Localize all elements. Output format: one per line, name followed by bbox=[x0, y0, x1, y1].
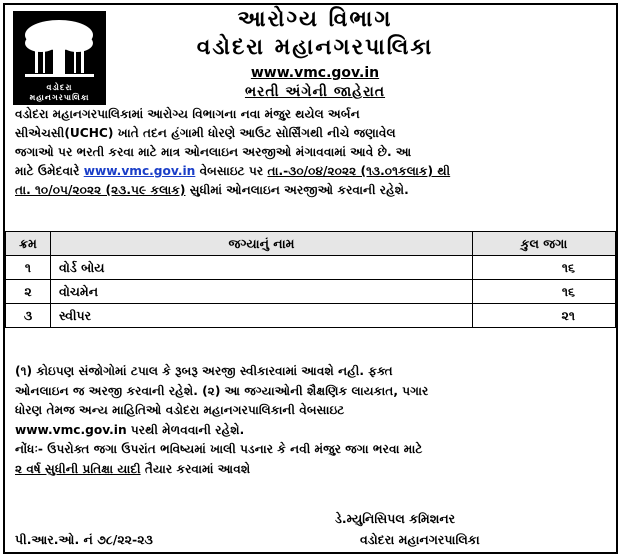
table-row bbox=[6, 304, 616, 328]
header-serial: ક્રમ bbox=[6, 232, 51, 256]
notes-line: ઓનલાઇન જ અરજી કરવાની રહેશે. (૨) આ જગ્યાઓની શૈક્ષણિક લાયકાત, પગાર bbox=[15, 383, 429, 398]
row-total-posts: ૧૬ bbox=[473, 256, 616, 280]
intro-line: જગાઓ પર ભરતી કરવા માટે માત્ર ઓનલાઇન અરજીઓ મંગાવવામાં આવે છે. આ bbox=[15, 145, 412, 159]
notes-line bbox=[15, 460, 607, 480]
header-post-name: જગ્યાનું નામ bbox=[51, 232, 473, 256]
row-serial: ૧ bbox=[6, 256, 51, 280]
start-date: તા.-૩૦/૦૪/૨૦૨૨ (૧૩.૦૧કલાક) થી bbox=[267, 164, 451, 178]
website-link[interactable]: www.vmc.gov.in bbox=[250, 65, 380, 81]
row-serial: ૩ bbox=[6, 304, 51, 328]
intro-text: સુધીમાં ઓનલાઇન અરજીઓ કરવાની રહેશે. bbox=[185, 183, 409, 197]
notes-line: www.vmc.gov.in પરથી મેળવવાની રહેશે. bbox=[15, 422, 245, 437]
intro-text: વેબસાઇટ પર bbox=[195, 164, 268, 178]
row-total-posts: ૧૬ bbox=[473, 280, 616, 304]
header-total-posts: કુલ જગા bbox=[473, 232, 616, 256]
table-row bbox=[6, 280, 616, 304]
pro-number: પી.આર.ઓ. નં ૭૮/૨૨-૨૩ bbox=[15, 532, 153, 547]
table-header-row bbox=[6, 232, 616, 256]
row-total-posts: ૨૧ bbox=[473, 304, 616, 328]
signer-title: ડે.મ્યુનિસિપલ કમિશનર bbox=[335, 511, 456, 526]
notes-paragraph bbox=[15, 362, 607, 479]
intro-website-link[interactable]: www.vmc.gov.in bbox=[83, 164, 196, 178]
intro-text: માટે ઉમેદવારે bbox=[15, 164, 84, 178]
waiting-list-term: ૨ વર્ષ સુધીની પ્રતિક્ષા યાદી bbox=[15, 461, 141, 476]
notes-line: નોંધઃ- ઉપરોક્ત જગા ઉપરાંત ભવિષ્યમાં ખાલી પડનાર કે નવી મંજુર જગા ભરવા માટે bbox=[15, 442, 423, 456]
table-row bbox=[6, 256, 616, 280]
notes-text: તૈયાર કરવામાં આવશે bbox=[140, 461, 251, 476]
row-post-name: વોચમેન bbox=[51, 280, 473, 304]
intro-paragraph bbox=[15, 105, 607, 200]
row-serial: ૨ bbox=[6, 280, 51, 304]
corporation-title: વડોદરા મહાનગરપાલિકા bbox=[196, 35, 434, 60]
logo-text-city: વડોદરા bbox=[46, 83, 73, 92]
intro-line: સીએચસી(UCHC) ખાતે તદન હંગામી ધોરણે આઉટ સોર્સિંગથી નીચે જણાવેલ bbox=[15, 126, 396, 140]
recruitment-headline: ભરતી અંગેની જાહેરાત bbox=[244, 84, 386, 100]
intro-line: વડોદરા મહાનગરપાલિકામાં આરોગ્ય વિભાગના નવા મંજુર થયેલ અર્બન bbox=[15, 107, 360, 121]
advertisement-frame bbox=[3, 3, 618, 554]
banyan-tree-icon bbox=[21, 17, 98, 79]
notes-line: ધોરણ તેમજ અન્ય માહિતિઓ વડોદરા મહાનગરપાલિકાની વેબસાઇટ bbox=[15, 403, 345, 417]
department-title: આરોગ્ય વિભાગ bbox=[237, 7, 393, 32]
logo-text-corporation: મહાનગરપાલિકા bbox=[29, 93, 90, 102]
end-date: તા. ૧૦/૦૫/૨૦૨૨ (૨૩.૫૯ કલાક) bbox=[15, 183, 186, 197]
signer-organization: વડોદરા મહાનગરપાલિકા bbox=[360, 532, 480, 547]
row-post-name: સ્વીપર bbox=[51, 304, 473, 328]
posts-table bbox=[5, 231, 616, 328]
row-post-name: વોર્ડ બોય bbox=[51, 256, 473, 280]
intro-line bbox=[15, 181, 607, 200]
notes-line: (૧) કોઇપણ સંજોગોમાં ટપાલ કે રૂબરૂ અરજી સ્વીકારવામાં આવશે નહી. ફક્ત bbox=[15, 364, 393, 378]
intro-line bbox=[15, 162, 607, 181]
vmc-logo bbox=[13, 11, 106, 105]
